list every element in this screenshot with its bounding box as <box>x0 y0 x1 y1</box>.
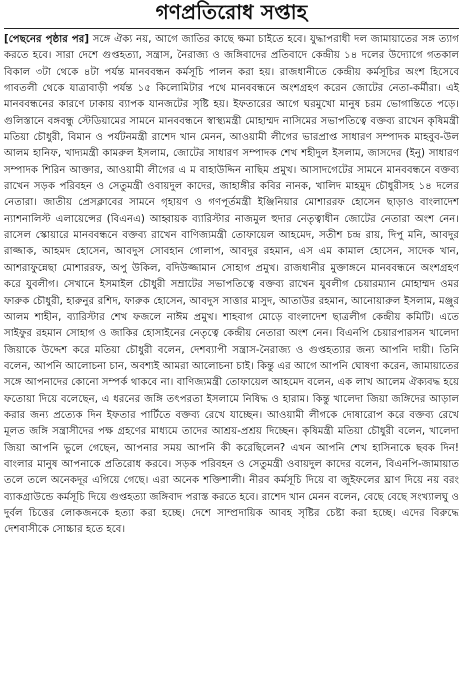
continuation-label: [পেছনের পৃষ্ঠার পর] <box>4 34 90 45</box>
article-text: সঙ্গে ঐক্য নয়, আগে জাতির কাছে ক্ষমা চাইতে হবে। যুদ্ধাপরাধী দল জামায়াতের সঙ্গ ত্যাগ করতে হবে। সারা দেশে গুপ্তহত্যা, সন্ত্রাস, নৈরাজ্য ও জঙ্গিবাদের প্রতিবাদে কেন্দ্রীয় ১৪ দলের উদ্যোগে গতকাল বিকাল ৩টা থেকে ৪টা পর্যন্ত মানববন্ধন কর্মসূচি পালন করা হয়। রাজধানীতে কেন্দ্রীয় কর্মসূচির অংশ হিসেবে গাবতলী থেকে যাত্রাবাড়ী পর্যন্ত ১৫ কিলোমিটার পথে মানববন্ধনে অংশগ্রহণ করেন জোটের নেতা-কর্মীরা। এই মানববন্ধনের কারণে ঢাকায় ব্যাপক যানজটের সৃষ্টি হয়। ইফতারের আগে ঘরমুখো মানুষ চরম ভোগান্তিতে পড়ে। গুলিস্তানে বঙ্গবন্ধু স্টেডিয়ামের সামনে মানববন্ধনে স্বাস্থ্যমন্ত্রী মোহাম্মদ নাসিমের সভাপতিত্বে বক্তব্য রাখেন কৃষিমন্ত্রী মতিয়া চৌধুরী, বিমান ও পর্যটনমন্ত্রী রাশেদ খান মেনন, আওয়ামী লীগের ভারপ্রাপ্ত সাধারণ সম্পাদক মাহবুব-উল আলম হানিফ, খাদ্যমন্ত্রী কামরুল ইসলাম, জোটের সাধারণ সম্পাদক শেখ শহীদুল ইসলাম, জাসদের (ইনু) সাধারণ সম্পাদক শিরিন আক্তার, আওয়ামী লীগের এ ম বাহাউদ্দিন নাছিম প্রমুখ। আসাদগেটের সামনে মানববন্ধনে বক্তব্য রাখেন সড়ক পরিবহন ও সেতুমন্ত্রী ওবায়দুল কাদের, জাহাঙ্গীর কবির নানক, খালিদ মাহমুদ চৌধুরীসহ ১৪ দলের নেতারা। জাতীয় প্রেসক্লাবের সামনে গৃহায়ণ ও গণপূর্তমন্ত্রী ইঞ্জিনিয়ার মোশাররফ হোসেন ছাড়াও বাংলাদেশ ন্যাশনালিস্ট এলায়েন্সের (বিএনএ) আহ্বায়ক ব্যারিস্টার নাজমুল হুদার নেতৃত্বাধীন জোটের নেতারা অংশ নেন। রাসেল স্কোয়ারে মানববন্ধনে বক্তব্য রাখেন বাণিজ্যমন্ত্রী তোফায়েল আহমেদ, সতীশ চন্দ্র রায়, দিপু মনি, আবদুর রাজ্জাক, আহমদ হোসেন, আবদুস সোবহান গোলাপ, আবদুর রহমান, এস এম কামাল হোসেন, সাদেক খান, আশরাফুন্নেছা মোশাররফ, অপু উকিল, বদিউজ্জামান সোহাগ প্রমুখ। রাজধানীর মুক্তাঙ্গনে মানববন্ধনে অংশগ্রহণ করে যুবলীগ। সেখানে ইসমাইল চৌধুরী সম্রাটের সভাপতিত্বে বক্তব্য রাখেন যুবলীগ চেয়ারম্যান মোহাম্মদ ওমর ফারুক চৌধুরী, হারুনুর রশিদ, ফারুক হোসেন, আবদুস সাত্তার মাসুদ, আতাউর রহমান, আনোয়ারুল ইসলাম, মঞ্জুর আলম শাহীন, ব্যারিস্টার শেখ ফজলে নাঈম প্রমুখ। শাহবাগ মোড়ে বাংলাদেশ ছাত্রলীগ কেন্দ্রীয় কমিটি। এতে সাইফুর রহমান সোহাগ ও জাকির হোসাইনের নেতৃত্বে কেন্দ্রীয় নেতারা অংশ নেন। বিএনপি চেয়ারপারসন খালেদা জিয়াকে উদ্দেশ করে মতিয়া চৌধুরী বলেন, দেশব্যাপী সন্ত্রাস-নৈরাজ্য ও গুপ্তহত্যার জন্য আপনি দায়ী। তিনি বলেন, আপনি আলোচনা চান, অবশ্যই আমরা আলোচনা চাই। কিন্তু এর আগে আপনি ঘোষণা করেন, জামায়াতের সঙ্গে আপনাদের কোনো সম্পর্ক থাকবে না। বাণিজ্যমন্ত্রী তোফায়েল আহমেদ বলেন, এক লাখ আলেম ঐক্যবদ্ধ হয়ে ফতোয়া দিয়ে বলেছেন, এ ধরনের জঙ্গি তৎপরতা ইসলামে নিষিদ্ধ ও হারাম। কিন্তু খালেদা জিয়া জঙ্গিদের আড়াল করার জন্য প্রত্যেক দিন ইফতার পার্টিতে বক্তব্য রেখে যাচ্ছেন। আওয়ামী লীগকে দোষারোপ করে বক্তব্য রেখে মূলত জঙ্গি সন্ত্রাসীদের পক্ষ গ্রহণের মাধ্যমে তাদের আশ্রয়-প্রশ্রয় দিচ্ছেন। কৃষিমন্ত্রী মতিয়া চৌধুরী বলেন, খালেদা জিয়া আপনি ভুলে গেছেন, আপনার সময় আপনি কী করেছিলেন? এখন আপনি শেখ হাসিনাকে ছবক দিন! বাংলার মানুষ আপনাকে প্রতিরোধ করবে। সড়ক পরিবহন ও সেতুমন্ত্রী ওবায়দুল কাদের বলেন, বিএনপি-জামায়াত তলে তলে অনেকদূর এগিয়ে গেছে। এরা অনেক শক্তিশালী। নীরব কর্মসূচি দিয়ে বা জুইফলের ঘ্রাণ দিয়ে নয় বরং ব্যাকগ্রাউন্ডে কর্মসূচি দিয়ে গুপ্তহত্যা জঙ্গিবাদ পরাস্ত করতে হবে। রাশেদ খান মেনন বলেন, বেছে বেছে সংখ্যালঘু ও দুর্বল চিত্তের লোকজনকে হত্যা করা হচ্ছে। দেশে সাম্প্রদায়িক আবহ সৃষ্টির চেষ্টা করা হচ্ছে। এদের বিরুদ্ধে দেশবাসীকে সোচ্চার হতে হবে। <box>4 34 459 536</box>
headline-bar <box>4 0 459 29</box>
article-body <box>4 32 459 539</box>
headline: গণপ্রতিরোধ সপ্তাহ <box>155 0 308 24</box>
